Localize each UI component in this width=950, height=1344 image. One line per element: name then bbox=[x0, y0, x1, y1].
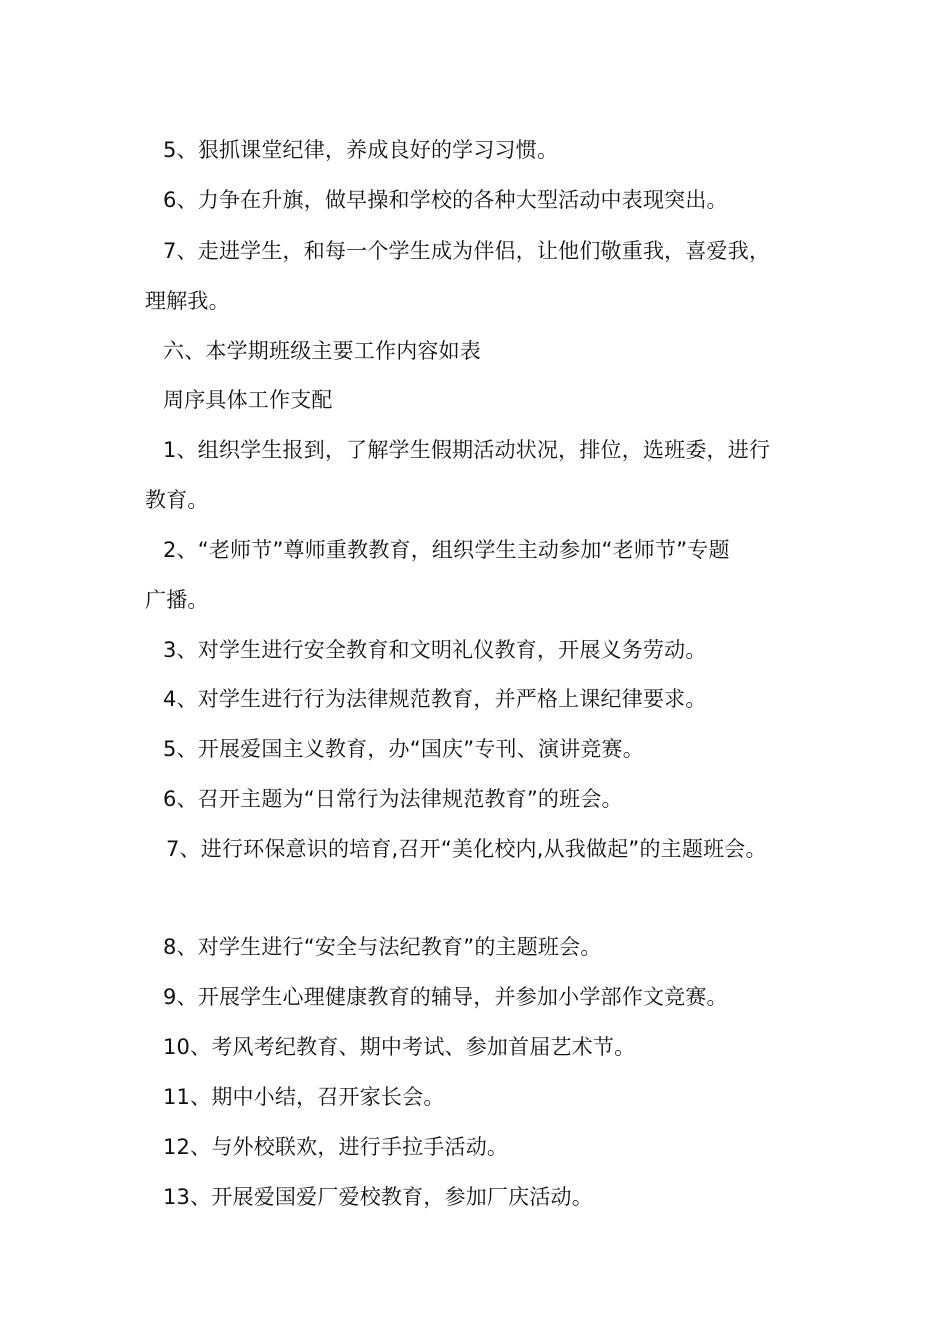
work-item-4: 4、对学生进行行为法律规范教育，并严格上课纪律要求。 bbox=[163, 687, 707, 711]
work-item-2-continuation: 广播。 bbox=[145, 588, 209, 612]
work-item-9: 9、开展学生心理健康教育的辅导，并参加小学部作文竞赛。 bbox=[163, 985, 728, 1009]
work-item-13: 13、开展爱国爱厂爱校教育，参加厂庆活动。 bbox=[163, 1185, 593, 1209]
work-item-5: 5、开展爱国主义教育，办“国庆”专刊、演讲竞赛。 bbox=[163, 737, 644, 761]
work-item-10: 10、考风考纪教育、期中考试、参加首届艺术节。 bbox=[163, 1035, 636, 1059]
item-5-classroom-discipline: 5、狠抓课堂纪律，养成良好的学习习惯。 bbox=[163, 138, 559, 162]
work-item-3: 3、对学生进行安全教育和文明礼仪教育，开展义务劳动。 bbox=[163, 638, 707, 662]
item-6-flag-raising: 6、力争在升旗，做早操和学校的各种大型活动中表现突出。 bbox=[163, 188, 728, 212]
work-item-1-continuation: 教育。 bbox=[145, 488, 209, 512]
item-7-approach-students: 7、走进学生，和每一个学生成为伴侣，让他们敬重我，喜爱我， bbox=[163, 239, 771, 263]
section-heading-six: 六、本学期班级主要工作内容如表 bbox=[163, 339, 481, 363]
work-item-2: 2、“老师节”尊师重教教育，组织学生主动参加“老师节”专题 bbox=[163, 538, 730, 562]
work-item-8: 8、对学生进行“安全与法纪教育”的主题班会。 bbox=[163, 935, 602, 959]
work-item-6: 6、召开主题为“日常行为法律规范教育”的班会。 bbox=[163, 787, 623, 811]
table-header-line: 周序具体工作支配 bbox=[163, 388, 333, 412]
work-item-7: 7、进行环保意识的培育,召开“美化校内,从我做起”的主题班会。 bbox=[166, 837, 767, 861]
work-item-12: 12、与外校联欢，进行手拉手活动。 bbox=[163, 1135, 509, 1159]
work-item-1: 1、组织学生报到，了解学生假期活动状况，排位，选班委，进行 bbox=[163, 438, 771, 462]
item-7-continuation: 理解我。 bbox=[145, 289, 230, 313]
work-item-11: 11、期中小结，召开家长会。 bbox=[163, 1085, 445, 1109]
